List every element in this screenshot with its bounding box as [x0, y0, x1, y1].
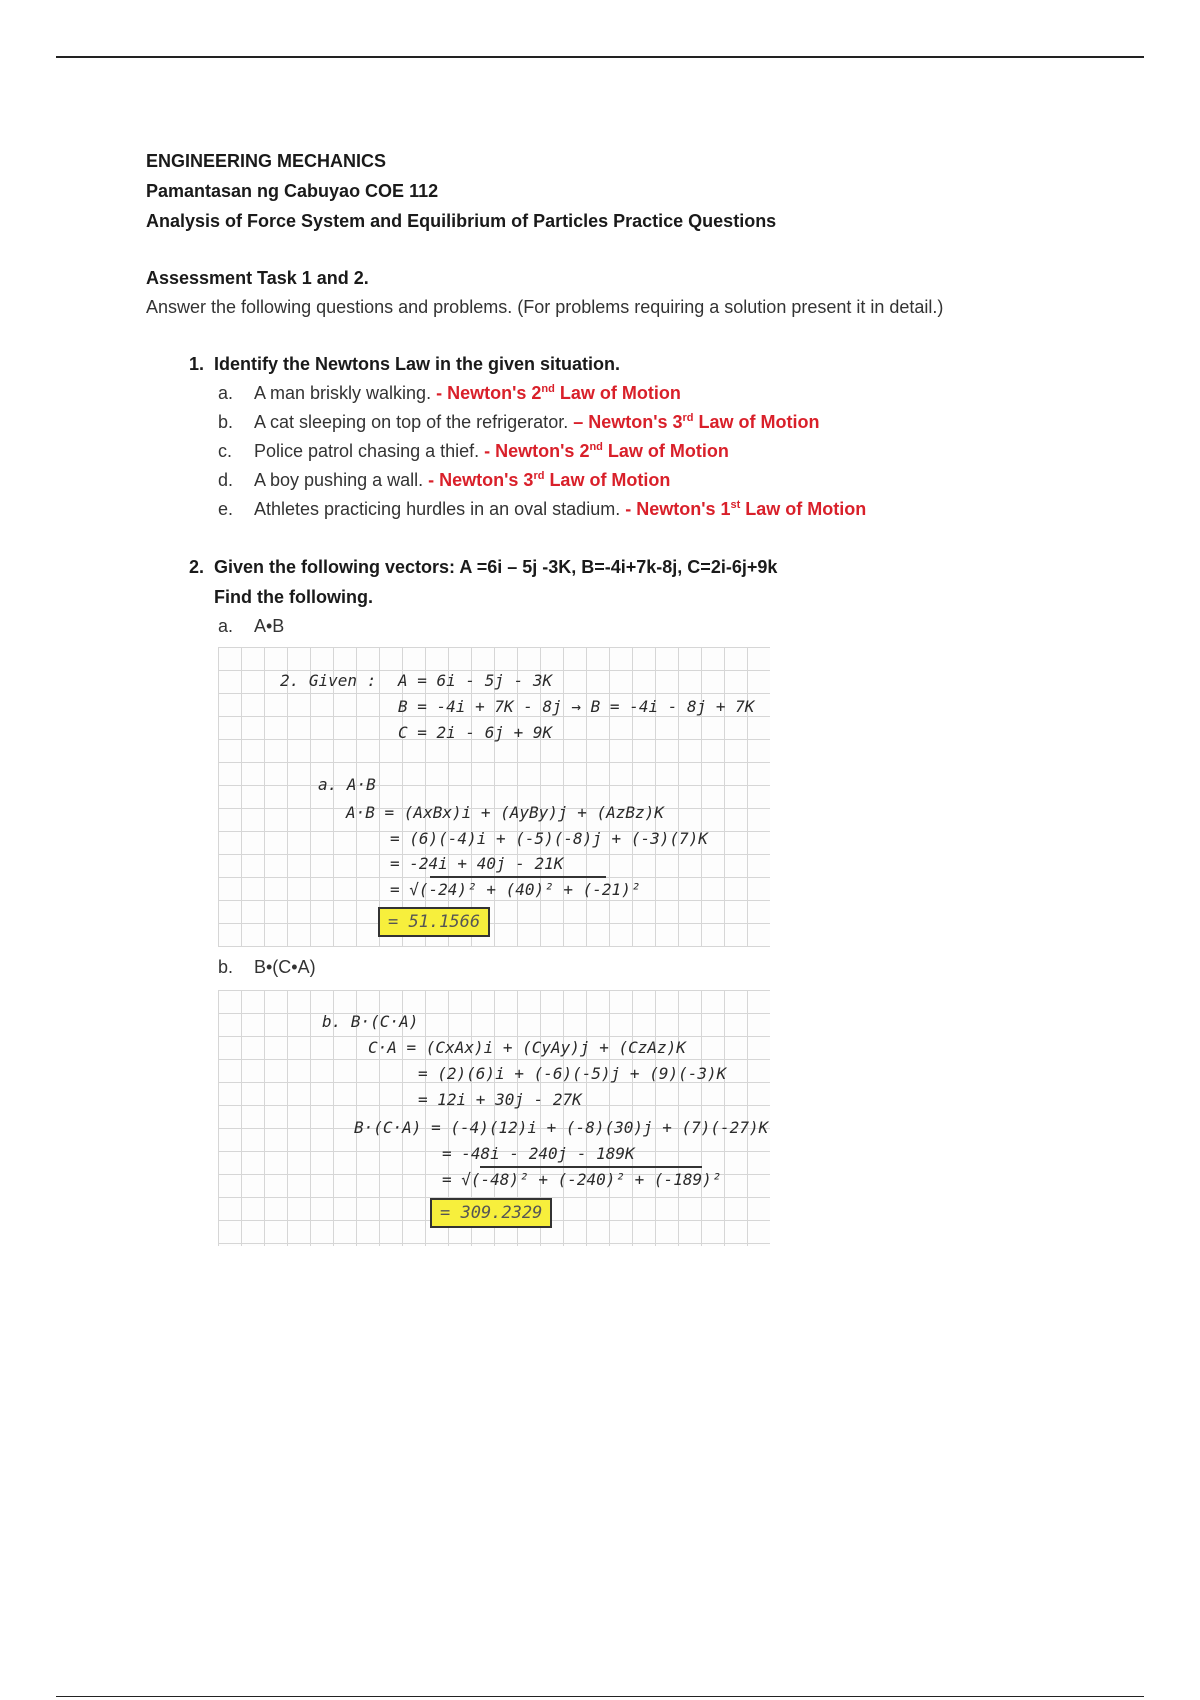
- step: C·A = (CxAx)i + (CyAy)j + (CzAz)K: [368, 1038, 686, 1057]
- handwritten-solution-a: [218, 647, 770, 947]
- answer-text: - Newton's 1st Law of Motion: [625, 499, 867, 519]
- vector-c: C = 2i - 6j + 9K: [398, 723, 553, 742]
- answer-text: - Newton's 3rd Law of Motion: [428, 470, 671, 490]
- situation-text: Athletes practicing hurdles in an oval stadium.: [254, 499, 621, 519]
- vector-a: A = 6i - 5j - 3K: [398, 671, 553, 690]
- step: = (6)(-4)i + (-5)(-8)j + (-3)(7)K: [390, 829, 708, 848]
- step: = (2)(6)i + (-6)(-5)j + (9)(-3)K: [418, 1064, 727, 1083]
- part-b-label: b. B•(C•A): [218, 957, 316, 977]
- list-item: b. A cat sleeping on top of the refrigerator. – Newton's 3rd Law of Motion: [218, 412, 820, 432]
- result-box: = 309.2329: [430, 1198, 552, 1228]
- result-box: = 51.1566: [378, 907, 490, 937]
- question-number: 1.: [188, 354, 204, 374]
- question-prompt: Given the following vectors: A =6i – 5j -3K, B=-4i+7k-8j, C=2i-6j+9k: [214, 557, 778, 577]
- situation-text: Police patrol chasing a thief.: [254, 441, 480, 461]
- question-number: 2.: [188, 557, 204, 577]
- answer-text: - Newton's 2nd Law of Motion: [484, 441, 729, 461]
- answer-text: – Newton's 3rd Law of Motion: [573, 412, 820, 432]
- part-a-heading: a. A·B: [318, 775, 376, 794]
- list-item: c. Police patrol chasing a thief. - Newton's 2nd Law of Motion: [218, 441, 729, 461]
- step: = 12i + 30j - 27K: [418, 1090, 582, 1109]
- handwritten-solution-b: [218, 990, 770, 1246]
- list-item: a. A man briskly walking. - Newton's 2nd Law of Motion: [218, 383, 681, 403]
- part-a-label: a. A•B: [218, 616, 285, 636]
- answer-text: - Newton's 2nd Law of Motion: [436, 383, 681, 403]
- course-title: ENGINEERING MECHANICS: [146, 151, 387, 171]
- given-label: 2. Given :: [280, 671, 377, 690]
- question-2: [146, 552, 1106, 1246]
- bottom-rule: [56, 1696, 1144, 1697]
- task-title: Assessment Task 1 and 2.: [146, 268, 369, 288]
- document-title: Analysis of Force System and Equilibrium of Particles Practice Questions: [146, 211, 777, 231]
- vector-b: B = -4i + 7K - 8j → B = -4i - 8j + 7K: [398, 697, 755, 716]
- step: A·B = (AxBx)i + (AyBy)j + (AzBz)K: [346, 803, 664, 822]
- top-rule: [56, 56, 1144, 58]
- step: = -24i + 40j - 21K: [390, 854, 564, 873]
- radical-bar: [430, 876, 606, 878]
- step: = √(-48)² + (-240)² + (-189)²: [442, 1170, 722, 1189]
- question-1: [146, 349, 1106, 524]
- step: = -48i - 240j - 189K: [442, 1144, 635, 1163]
- situation-text: A man briskly walking.: [254, 383, 432, 403]
- step: B·(C·A) = (-4)(12)i + (-8)(30)j + (7)(-27)K: [354, 1118, 769, 1137]
- situation-text: A boy pushing a wall.: [254, 470, 424, 490]
- step: = √(-24)² + (40)² + (-21)²: [390, 880, 641, 899]
- list-item: d. A boy pushing a wall. - Newton's 3rd Law of Motion: [218, 470, 671, 490]
- course-code: Pamantasan ng Cabuyao COE 112: [146, 181, 439, 201]
- radical-bar: [480, 1166, 702, 1168]
- question-prompt: Identify the Newtons Law in the given situation.: [214, 354, 621, 374]
- document-body: [146, 146, 1106, 1246]
- task-instructions: Answer the following questions and problems. (For problems requiring a solution present it in detail.): [146, 297, 944, 317]
- question-subprompt: Find the following.: [214, 587, 373, 607]
- part-b-heading: b. B·(C·A): [322, 1012, 419, 1031]
- list-item: e. Athletes practicing hurdles in an oval stadium. - Newton's 1st Law of Motion: [218, 499, 867, 519]
- situation-text: A cat sleeping on top of the refrigerator.: [254, 412, 569, 432]
